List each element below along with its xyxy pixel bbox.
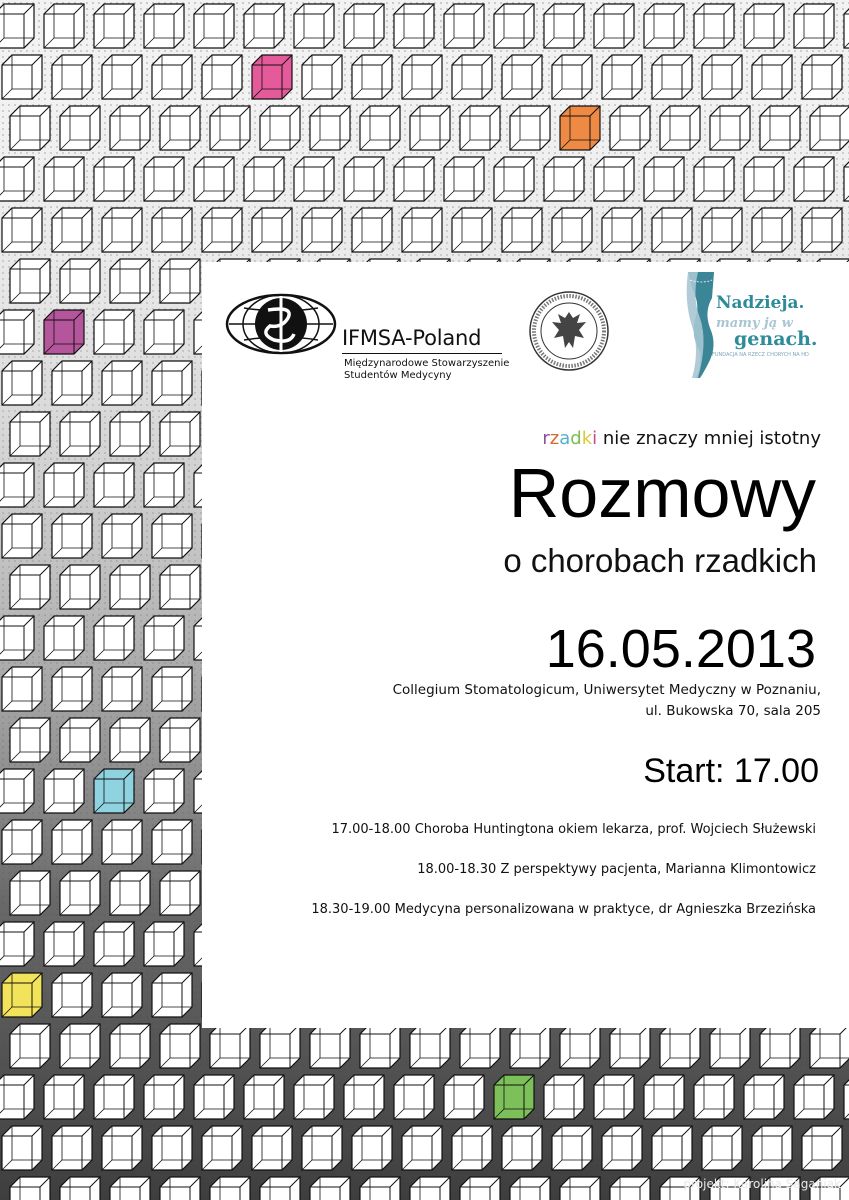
cube-shape xyxy=(802,208,842,252)
cube-shape xyxy=(44,769,84,813)
cube-shape xyxy=(94,463,134,507)
cube-shape xyxy=(260,1024,300,1068)
cube-shape xyxy=(552,208,592,252)
tagline-letter: a xyxy=(559,428,571,449)
cube-shape xyxy=(94,157,134,201)
cube-shape xyxy=(0,922,34,966)
cube-shape xyxy=(244,1075,284,1119)
event-subtitle: o chorobach rzadkich xyxy=(503,542,817,579)
cube-shape xyxy=(2,667,42,711)
cube-shape xyxy=(202,208,242,252)
ifmsa-divider xyxy=(342,353,502,354)
cube-shape xyxy=(152,1126,192,1170)
credit: projekt: Karolina Saganiak xyxy=(683,1177,841,1191)
cube-shape xyxy=(94,310,134,354)
cube-shape xyxy=(2,208,42,252)
cube-shape xyxy=(452,1126,492,1170)
cube-shape xyxy=(602,208,642,252)
cube-shape xyxy=(10,871,50,915)
content-panel xyxy=(202,262,849,1028)
cube-shape xyxy=(60,871,100,915)
cube-shape xyxy=(110,565,150,609)
cube-shape xyxy=(502,208,542,252)
cube-shape xyxy=(52,667,92,711)
cube-shape xyxy=(694,1075,734,1119)
cube-shape xyxy=(0,157,34,201)
cube-shape xyxy=(52,1126,92,1170)
cube-shape xyxy=(444,157,484,201)
cube-shape xyxy=(344,157,384,201)
cube-shape xyxy=(202,55,242,99)
cube-shape xyxy=(394,157,434,201)
cube-shape xyxy=(60,718,100,762)
cube-shape xyxy=(510,1177,550,1200)
cube-shape xyxy=(544,4,584,48)
cube-shape xyxy=(360,106,400,150)
cube-shape xyxy=(110,718,150,762)
nadzieja-line3: genach. xyxy=(734,328,818,350)
cube-shape xyxy=(160,412,200,456)
cube-shape xyxy=(494,157,534,201)
cube-shape xyxy=(10,1177,50,1200)
cube-shape xyxy=(752,208,792,252)
cube-shape xyxy=(144,616,184,660)
cube-shape xyxy=(410,1024,450,1068)
cube-shape xyxy=(2,55,42,99)
cube-shape xyxy=(360,1024,400,1068)
cube-shape xyxy=(44,616,84,660)
cube-shape xyxy=(352,1126,392,1170)
cube-shape xyxy=(502,55,542,99)
cube-shape xyxy=(552,1126,592,1170)
cube-shape xyxy=(44,922,84,966)
cube-shape xyxy=(544,157,584,201)
cube-shape xyxy=(802,55,842,99)
cube-shape xyxy=(702,55,742,99)
cube-shape xyxy=(0,310,34,354)
cube-shape xyxy=(144,1075,184,1119)
cube-shape xyxy=(560,1024,600,1068)
cube-shape xyxy=(10,565,50,609)
cube-shape xyxy=(102,1126,142,1170)
cube-shape xyxy=(402,1126,442,1170)
ifmsa-logo xyxy=(224,292,510,381)
cube-shape xyxy=(552,55,592,99)
cube-shape xyxy=(452,208,492,252)
cube-shape xyxy=(2,1126,42,1170)
event-title: Rozmowy xyxy=(508,454,816,532)
cube-shape xyxy=(610,1024,650,1068)
cube-shape xyxy=(152,973,192,1017)
agenda-item: 18.30-19.00 Medycyna personalizowana w praktyce, dr Agnieszka Brzezińska xyxy=(311,902,816,917)
cube-shape xyxy=(60,259,100,303)
cube-shape xyxy=(344,1075,384,1119)
cube-shape xyxy=(460,1024,500,1068)
cube-shape xyxy=(152,55,192,99)
cube-shape xyxy=(2,361,42,405)
tagline-letter: k xyxy=(581,428,593,449)
cube-shape xyxy=(110,412,150,456)
cube-shape xyxy=(102,973,142,1017)
cube-shape xyxy=(494,4,534,48)
cube-shape xyxy=(194,157,234,201)
cube-shape xyxy=(94,1075,134,1119)
cube-shape xyxy=(0,4,34,48)
cube-shape xyxy=(2,820,42,864)
nadzieja-tagline: FUNDACJA NA RZECZ CHORYCH NA HD xyxy=(712,352,809,358)
cube-shape xyxy=(60,565,100,609)
cube-shape xyxy=(594,157,634,201)
cube-shape xyxy=(310,1177,350,1200)
cube-shape xyxy=(144,4,184,48)
cube-shape xyxy=(60,106,100,150)
cube-shape xyxy=(602,55,642,99)
cube-shape xyxy=(260,1177,300,1200)
cube-shape xyxy=(252,55,292,99)
cube-shape xyxy=(102,361,142,405)
cube-shape xyxy=(102,514,142,558)
cube-shape xyxy=(510,106,550,150)
cube-shape xyxy=(394,1075,434,1119)
cube-shape xyxy=(94,769,134,813)
cube-shape xyxy=(52,514,92,558)
cube-shape xyxy=(702,1126,742,1170)
cube-shape xyxy=(110,1024,150,1068)
cube-shape xyxy=(52,55,92,99)
cube-shape xyxy=(244,4,284,48)
cube-shape xyxy=(94,922,134,966)
cube-shape xyxy=(560,1177,600,1200)
cube-shape xyxy=(594,4,634,48)
tagline-rest: nie znaczy mniej istotny xyxy=(597,428,821,449)
cube-shape xyxy=(760,1024,800,1068)
cube-shape xyxy=(752,1126,792,1170)
cube-shape xyxy=(444,4,484,48)
cube-shape xyxy=(44,157,84,201)
cube-shape xyxy=(0,616,34,660)
cube-shape xyxy=(102,820,142,864)
cube-shape xyxy=(102,208,142,252)
cube-shape xyxy=(294,1075,334,1119)
cube-shape xyxy=(260,106,300,150)
cube-shape xyxy=(152,208,192,252)
cube-shape xyxy=(810,106,849,150)
tagline-letter: i xyxy=(592,428,598,449)
ifmsa-emblem-icon xyxy=(224,292,339,356)
cube-shape xyxy=(460,106,500,150)
cube-shape xyxy=(694,157,734,201)
cube-shape xyxy=(544,1075,584,1119)
cube-shape xyxy=(360,1177,400,1200)
cube-shape xyxy=(110,259,150,303)
agenda-item: 18.00-18.30 Z perspektywy pacjenta, Marianna Klimontowicz xyxy=(417,862,816,877)
cube-shape xyxy=(810,1024,849,1068)
cube-shape xyxy=(10,259,50,303)
cube-shape xyxy=(744,4,784,48)
cube-shape xyxy=(252,208,292,252)
cube-shape xyxy=(44,310,84,354)
cube-shape xyxy=(752,55,792,99)
cube-shape xyxy=(52,361,92,405)
cube-shape xyxy=(110,871,150,915)
cube-shape xyxy=(160,871,200,915)
cube-shape xyxy=(494,1075,534,1119)
cube-shape xyxy=(160,1177,200,1200)
cube-shape xyxy=(302,1126,342,1170)
cube-shape xyxy=(194,4,234,48)
cube-shape xyxy=(352,208,392,252)
cube-shape xyxy=(802,1126,842,1170)
cube-shape xyxy=(244,157,284,201)
tagline xyxy=(542,428,821,449)
cube-shape xyxy=(44,4,84,48)
cube-shape xyxy=(452,55,492,99)
cube-shape xyxy=(660,1024,700,1068)
cube-shape xyxy=(210,106,250,150)
cube-shape xyxy=(744,157,784,201)
cube-shape xyxy=(794,157,834,201)
cube-shape xyxy=(60,1024,100,1068)
cube-shape xyxy=(152,514,192,558)
cube-shape xyxy=(652,55,692,99)
cube-shape xyxy=(510,1024,550,1068)
cube-shape xyxy=(344,4,384,48)
cube-shape xyxy=(410,1177,450,1200)
cube-shape xyxy=(202,1126,242,1170)
nadzieja-line1: Nadzieja. xyxy=(716,293,805,313)
cube-shape xyxy=(102,667,142,711)
cube-shape xyxy=(694,4,734,48)
tagline-letter: r xyxy=(542,428,550,449)
cube-shape xyxy=(602,1126,642,1170)
cube-shape xyxy=(160,565,200,609)
cube-shape xyxy=(144,463,184,507)
cube-shape xyxy=(52,820,92,864)
cube-shape xyxy=(610,106,650,150)
cube-shape xyxy=(444,1075,484,1119)
cube-shape xyxy=(102,55,142,99)
cube-shape xyxy=(44,463,84,507)
nadzieja-logo xyxy=(678,268,838,380)
cube-shape xyxy=(160,1024,200,1068)
cube-shape xyxy=(560,106,600,150)
cube-shape xyxy=(410,106,450,150)
cube-shape xyxy=(160,259,200,303)
cube-shape xyxy=(310,1024,350,1068)
cube-shape xyxy=(652,1126,692,1170)
cube-shape xyxy=(2,973,42,1017)
nadzieja-line2: mamy ją w xyxy=(716,316,793,331)
cube-shape xyxy=(160,106,200,150)
cube-shape xyxy=(660,106,700,150)
ifmsa-subtitle-line1: Międzynarodowe Stowarzyszenie xyxy=(344,358,510,369)
cube-shape xyxy=(610,1177,650,1200)
cube-shape xyxy=(302,208,342,252)
cube-shape xyxy=(144,922,184,966)
cube-shape xyxy=(710,106,750,150)
cube-shape xyxy=(10,106,50,150)
cube-shape xyxy=(644,1075,684,1119)
cube-shape xyxy=(110,1177,150,1200)
cube-shape xyxy=(210,1177,250,1200)
cube-shape xyxy=(710,1024,750,1068)
cube-shape xyxy=(644,157,684,201)
ifmsa-name: IFMSA-Poland xyxy=(342,326,482,350)
cube-shape xyxy=(302,55,342,99)
cube-shape xyxy=(144,310,184,354)
cube-shape xyxy=(794,4,834,48)
cube-shape xyxy=(0,769,34,813)
agenda-item: 17.00-18.00 Choroba Huntingtona okiem lekarza, prof. Wojciech Służewski xyxy=(331,822,816,837)
cube-shape xyxy=(760,106,800,150)
cube-shape xyxy=(744,1075,784,1119)
cube-shape xyxy=(10,718,50,762)
cube-shape xyxy=(460,1177,500,1200)
cube-shape xyxy=(594,1075,634,1119)
cube-shape xyxy=(252,1126,292,1170)
cube-shape xyxy=(794,1075,834,1119)
cube-shape xyxy=(294,157,334,201)
cube-shape xyxy=(294,4,334,48)
start-time: Start: 17.00 xyxy=(643,752,819,790)
cube-shape xyxy=(60,1177,100,1200)
cube-shape xyxy=(152,667,192,711)
tagline-letter: d xyxy=(570,428,582,449)
cube-shape xyxy=(44,1075,84,1119)
cube-shape xyxy=(644,4,684,48)
cube-shape xyxy=(94,4,134,48)
venue-line2: ul. Bukowska 70, sala 205 xyxy=(645,703,821,719)
cube-shape xyxy=(702,208,742,252)
cube-shape xyxy=(152,361,192,405)
cube-shape xyxy=(652,208,692,252)
cube-shape xyxy=(144,769,184,813)
cube-shape xyxy=(402,55,442,99)
cube-shape xyxy=(402,208,442,252)
cube-shape xyxy=(110,106,150,150)
cube-shape xyxy=(194,1075,234,1119)
tagline-letter: z xyxy=(549,428,560,449)
cube-shape xyxy=(10,1024,50,1068)
cube-shape xyxy=(2,514,42,558)
cube-shape xyxy=(502,1126,542,1170)
cube-shape xyxy=(60,412,100,456)
cube-shape xyxy=(210,1024,250,1068)
cube-shape xyxy=(152,820,192,864)
cube-shape xyxy=(0,463,34,507)
cube-shape xyxy=(160,718,200,762)
cube-shape xyxy=(52,208,92,252)
cube-shape xyxy=(352,55,392,99)
cube-shape xyxy=(310,106,350,150)
cube-shape xyxy=(0,1075,34,1119)
event-date: 16.05.2013 xyxy=(545,619,816,679)
cube-shape xyxy=(144,157,184,201)
cube-shape xyxy=(10,412,50,456)
cube-shape xyxy=(52,973,92,1017)
ifmsa-subtitle-line2: Studentów Medycyny xyxy=(344,370,452,381)
venue-line1: Collegium Stomatologicum, Uniwersytet Medyczny w Poznaniu, xyxy=(392,682,821,698)
university-seal-icon xyxy=(528,290,610,372)
cube-shape xyxy=(94,616,134,660)
cube-shape xyxy=(394,4,434,48)
